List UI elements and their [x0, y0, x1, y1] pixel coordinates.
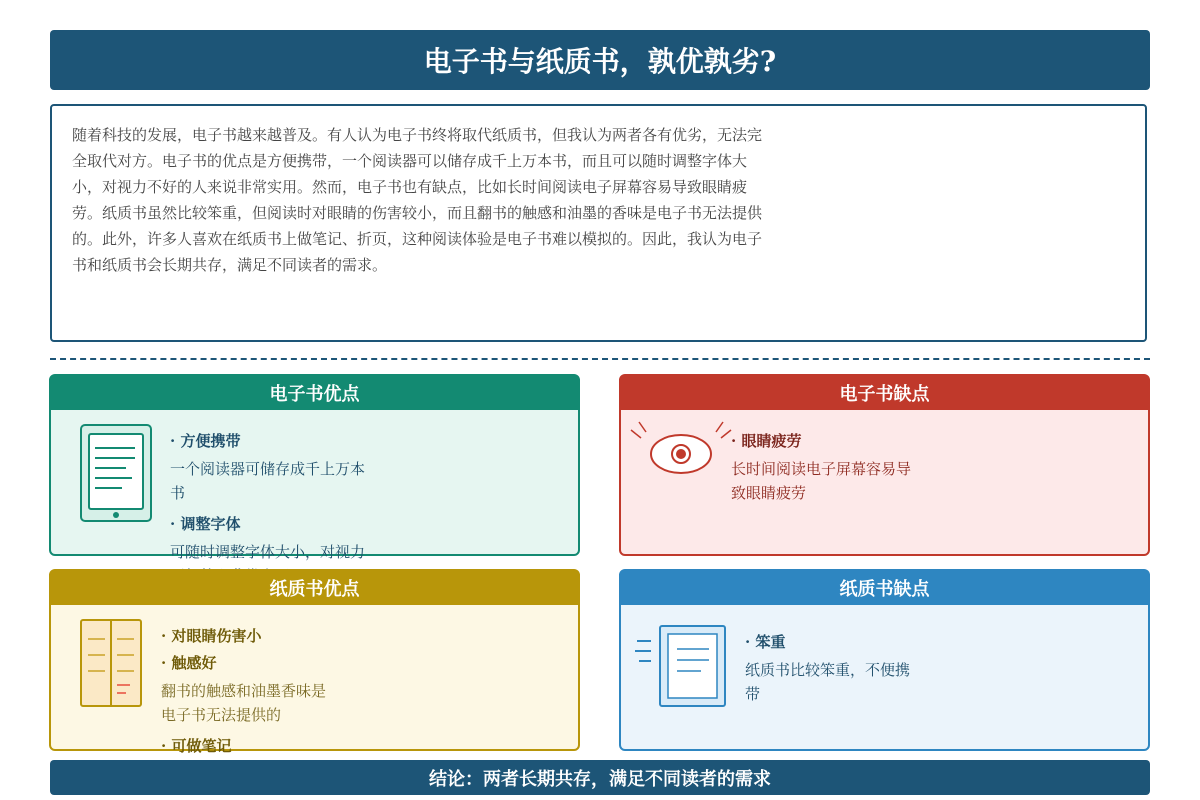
- paper-pros-card: [49, 569, 580, 755]
- item-title: · 眼睛疲劳: [731, 432, 802, 450]
- section-divider: [50, 358, 1150, 360]
- ebook-pros-card: [49, 374, 580, 561]
- open-book-icon: [80, 619, 142, 711]
- item-title: · 调整字体: [170, 515, 241, 533]
- item-title: · 可做笔记: [161, 737, 232, 755]
- item-title: · 对眼睛伤害小: [161, 627, 262, 645]
- conclusion-bar: 结论：两者长期共存，满足不同读者的需求: [50, 760, 1150, 795]
- tablet-icon: [80, 424, 152, 526]
- item-desc: 翻书的触感和油墨香味是电子书无法提供的: [161, 682, 327, 724]
- ebook-cons-list: [731, 430, 916, 513]
- item-desc: 长时间阅读电子屏幕容易导致眼睛疲劳: [731, 460, 912, 502]
- item-desc: 可随时调整字体大小，对视力: [170, 543, 366, 561]
- page-title: 电子书与纸质书，孰优孰劣?: [50, 30, 1150, 90]
- paper-cons-header: 纸质书缺点: [621, 571, 1148, 605]
- item-desc: 一个阅读器可储存成千上万本书: [170, 460, 366, 502]
- essay-text: 随着科技的发展，电子书越来越普及。有人认为电子书终将取代纸质书，但我认为两者各有优劣，无法完全取代对方。电子书的优点是方便携带，一个阅读器可以储存成千上万本书，而且可以随时调整字体大小，对视力不好的人来说非常实用。然而，电子书也有缺点，比如长时间阅读电子屏幕容易导致眼睛疲劳。纸质书虽然比较笨重，但阅读时对眼睛的伤害较小，而且翻书的触感和油墨的香味是电子书无法提供的。此外，许多人喜欢在纸质书上做笔记、折页，这种阅读体验是电子书难以模拟的。因此，我认为电子书和纸质书会长期共存，满足不同读者的需求。: [72, 126, 763, 274]
- item-title: · 方便携带: [170, 432, 241, 450]
- paper-cons-list: [745, 631, 915, 714]
- paper-pros-header: 纸质书优点: [51, 571, 578, 605]
- item-title: · 触感好: [161, 654, 217, 672]
- ebook-pros-header: 电子书优点: [51, 376, 578, 410]
- essay-box: [50, 104, 1147, 342]
- paper-cons-card: [619, 569, 1150, 751]
- item-desc: 纸质书比较笨重，不便携带: [745, 661, 911, 703]
- ebook-cons-card: [619, 374, 1150, 556]
- eye-icon: [629, 418, 739, 482]
- item-title: · 笨重: [745, 633, 786, 651]
- heavy-book-icon: [635, 625, 731, 713]
- ebook-cons-header: 电子书缺点: [621, 376, 1148, 410]
